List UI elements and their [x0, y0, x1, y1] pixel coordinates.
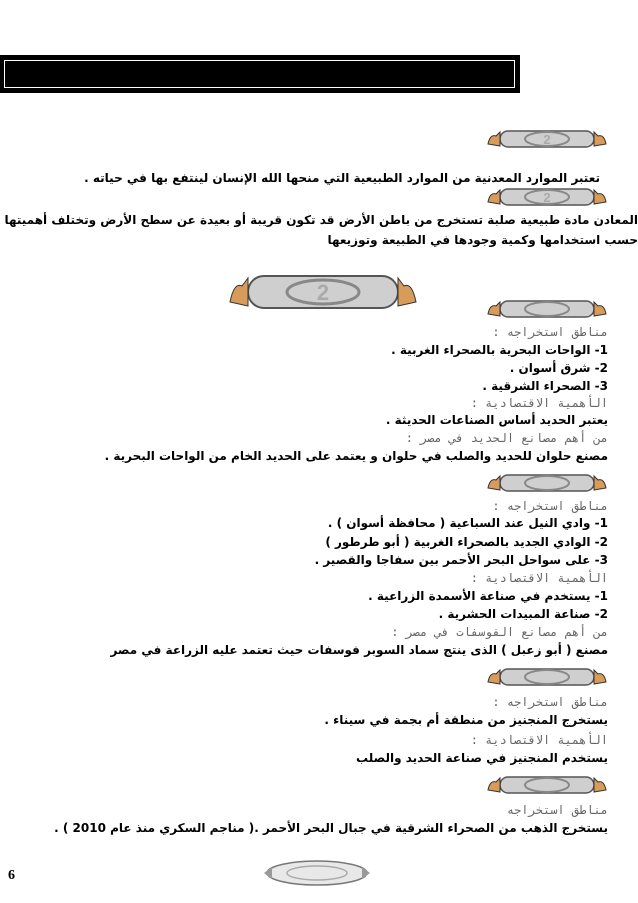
phosphate-places-label: مناطق استخراجه : [492, 499, 608, 513]
manganese-importance: يستخدم المنجنيز في صناعة الحديد والصلب [356, 751, 608, 765]
iron-importance-label: الأهمية الاقتصادية : [470, 396, 608, 410]
phosphate-place-1: 1- وادي النيل عند السباعية ( محافظة أسوان ) . [327, 516, 608, 530]
scroll-banner-icon [486, 470, 608, 496]
gold-place: يستخرج الذهب من الصحراء الشرقية في جبال البحر الأحمر .( مناجم السكري منذ عام 2010 ) . [54, 821, 608, 835]
iron-factory: مصنع حلوان للحديد والصلب في حلوان و يعتمد على الحديد الخام من الواحات البحرية . [104, 449, 608, 463]
iron-factory-label: من أهم مصانع الحديد في مصر : [405, 431, 608, 445]
phosphate-importance-2: 2- صناعة المبيدات الحشرية . [438, 607, 608, 621]
phosphate-importance-label: الأهمية الاقتصادية : [470, 571, 608, 585]
scroll-banner-icon [486, 296, 608, 322]
iron-places-label: مناطق استخراجه : [492, 325, 608, 339]
phosphate-factory: مصنع ( أبو زعبل ) الذى ينتج سماد السوبر فوسفات حيث تعتمد عليه الزراعة في مصر [110, 643, 608, 657]
iron-place-3: 3- الصحراء الشرقية . [482, 379, 608, 393]
phosphate-importance-1: 1- يستخدم في صناعة الأسمدة الزراعية . [368, 589, 608, 603]
iron-place-2: 2- شرق أسوان . [509, 361, 608, 375]
iron-place-1: 1- الواحات البحرية بالصحراء الغربية . [391, 343, 608, 357]
svg-text:2: 2 [316, 280, 330, 305]
intro-sentence: تعتبر الموارد المعدنية من الموارد الطبيعية التي منحها الله الإنسان لينتفع بها في حياته . [84, 171, 600, 185]
scroll-banner-icon [486, 664, 608, 690]
scroll-banner-icon [228, 268, 418, 316]
phosphate-factory-label: من أهم مصانع الفوسفات في مصر : [391, 625, 608, 639]
definition-line-1: المعادن مادة طبيعية صلبة تستخرج من باطن الأرض قد تكون قريبة أو بعيدة عن سطح الأرض وتختلف أهميتها [4, 213, 638, 227]
definition-line-2: حسب استخدامها وكمية وجودها في الطبيعة وتوزيعها [327, 233, 638, 247]
phosphate-place-2: 2- الوادي الجديد بالصحراء الغربية ( أبو طرطور ) [325, 535, 608, 549]
manganese-importance-label: الأهمية الاقتصادية : [470, 733, 608, 747]
page-number: 6 [8, 868, 15, 883]
scroll-banner-icon [486, 184, 608, 210]
iron-importance: يعتبر الحديد أساس الصناعات الحديثة . [385, 413, 608, 427]
svg-text:2: 2 [543, 190, 551, 205]
manganese-place: يستخرج المنجنيز من منطقة أم بجمة في سيناء . [324, 713, 608, 727]
scroll-banner-icon [486, 772, 608, 798]
phosphate-place-3: 3- على سواحل البحر الأحمر بين سفاجا والقصير . [314, 553, 608, 567]
svg-text:2: 2 [543, 132, 551, 147]
oval-ornament-icon [262, 858, 372, 892]
scroll-banner-icon [486, 126, 608, 152]
header-bar [0, 55, 520, 93]
gold-places-label: مناطق استخراجه [506, 803, 608, 817]
manganese-places-label: مناطق استخراجه : [492, 695, 608, 709]
